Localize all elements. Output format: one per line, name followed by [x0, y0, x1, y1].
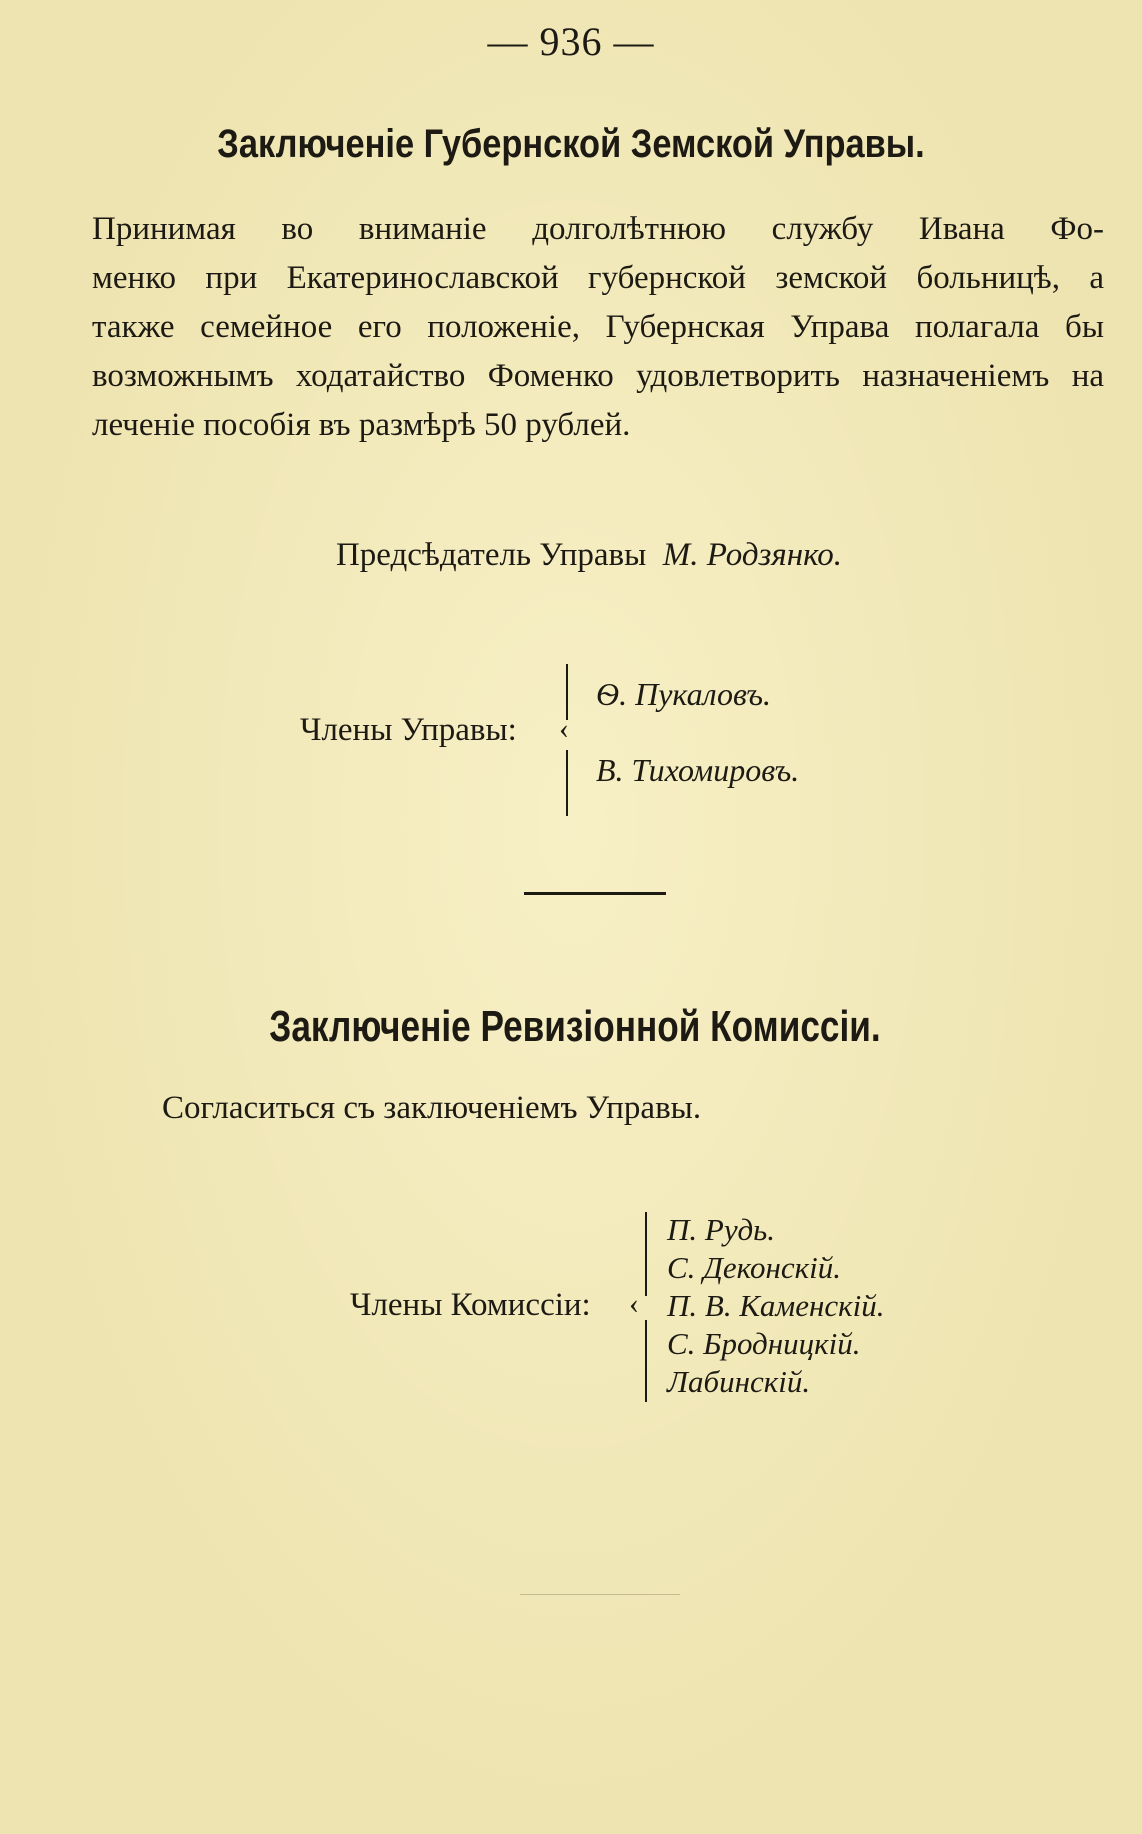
- board-conclusion-paragraph: [92, 205, 1104, 450]
- brace-point: ‹: [559, 712, 569, 745]
- page-number: — 936 —: [487, 19, 655, 64]
- commission-resolution: Согласиться съ заключеніемъ Управы.: [162, 1090, 702, 1126]
- board-member-name: Ѳ. Пукаловъ.: [596, 676, 772, 712]
- board-members-label: Члены Управы:: [300, 712, 517, 748]
- paragraph-line: возможнымъ ходатайство Фоменко удовлетворить назначеніемъ на: [92, 358, 1104, 394]
- brace-lower: [645, 1320, 647, 1402]
- commission-member-name: П. В. Каменскій.: [667, 1288, 885, 1323]
- board-member-name: В. Тихомировъ.: [596, 752, 800, 788]
- paragraph-line: также семейное его положеніе, Губернская Управа полагала бы: [92, 309, 1104, 345]
- chairman-label: Предсѣдатель Управы: [335, 537, 647, 573]
- brace-upper: [645, 1212, 647, 1296]
- commission-member-name: С. Деконскій.: [667, 1250, 841, 1285]
- commission-members-label: Члены Комиссіи:: [350, 1287, 591, 1323]
- commission-member-name: П. Рудь.: [667, 1212, 776, 1247]
- chairman-signature: [0, 537, 1142, 574]
- paragraph-line: леченіе пособія въ размѣрѣ 50 рублей.: [92, 407, 631, 443]
- chairman-name: М. Родзянко.: [662, 537, 843, 573]
- commission-member-name: Лабинскій.: [667, 1364, 811, 1399]
- commission-member-name: С. Бродницкій.: [667, 1326, 861, 1361]
- bleed-through-rule: [520, 1594, 680, 1595]
- section-heading-revision-commission: Заключеніе Ревизіонной Комиссіи.: [269, 1002, 881, 1051]
- section-heading-provincial-board: Заключеніе Губернской Земской Управы.: [217, 122, 925, 166]
- section-divider: [524, 892, 666, 895]
- brace-point: ‹: [629, 1287, 639, 1320]
- paragraph-line: менко при Екатеринославской губернской земской больницѣ, а: [92, 260, 1104, 296]
- brace-lower: [566, 750, 568, 816]
- paragraph-line: Принимая во вниманіе долголѣтнюю службу Ивана Фо-: [92, 211, 1104, 247]
